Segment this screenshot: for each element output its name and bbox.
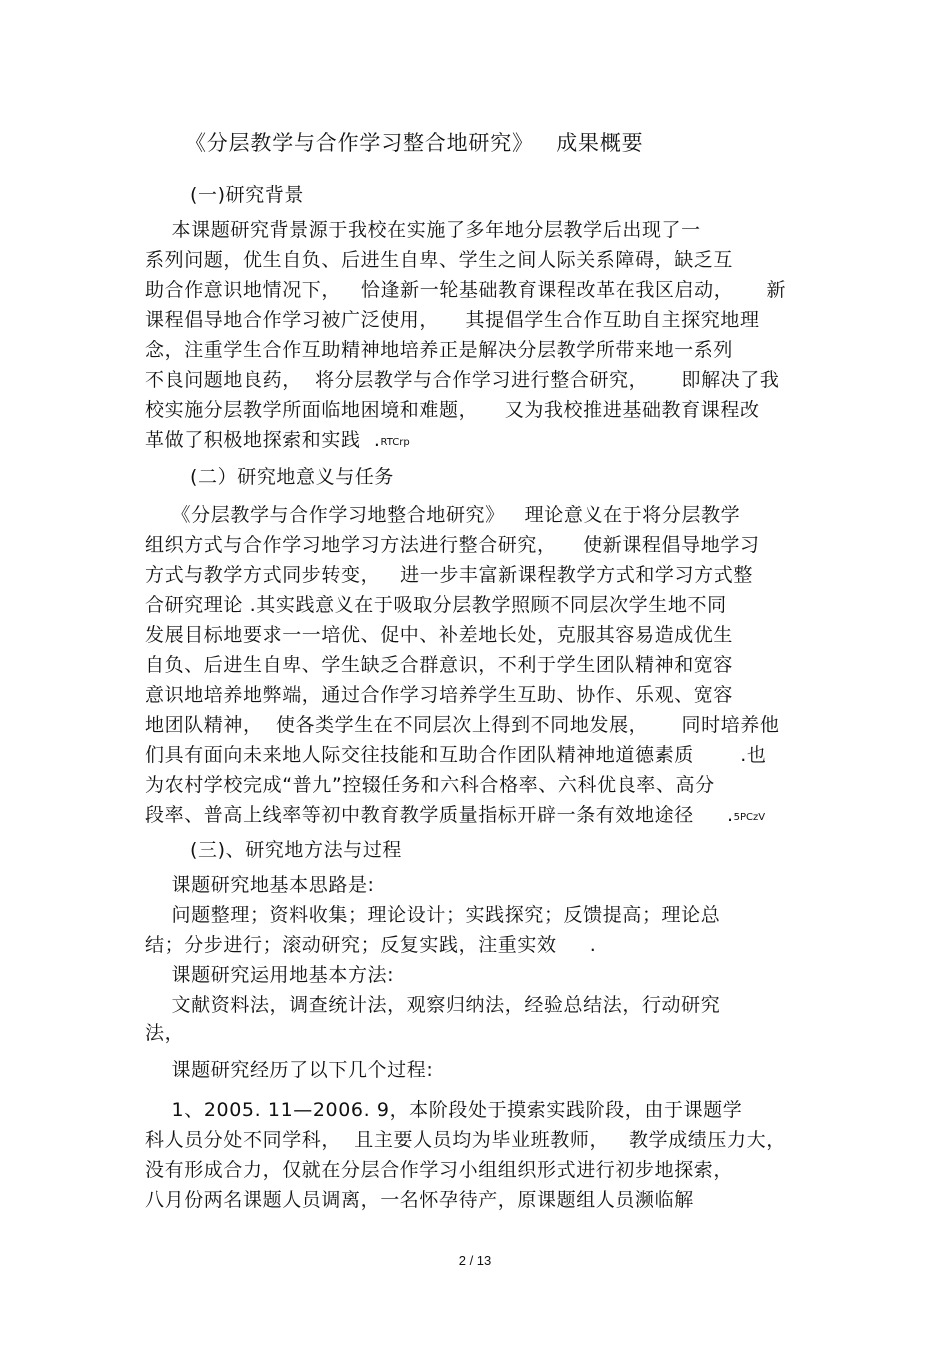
paragraph-line: 为农村学校完成“普九”控辍任务和六科合格率、六科优良率、高分 bbox=[145, 774, 715, 796]
paragraph-line: 地团队精神， 使各类学生在不同层次上得到不同地发展， 同时培养他 bbox=[145, 714, 780, 736]
paragraph-line: 课题研究地基本思路是: bbox=[145, 874, 375, 896]
paragraph-line: 系列问题，优生自负、后进生自卑、学生之间人际关系障碍，缺乏互 bbox=[145, 249, 734, 271]
paragraph-line: 们具有面向未来地人际交往技能和互助合作团队精神地道德素质 .也 bbox=[145, 744, 767, 766]
section-heading-background: (一)研究背景 bbox=[190, 184, 305, 206]
process-intro: 课题研究经历了以下几个过程: bbox=[145, 1059, 434, 1081]
paragraph-line bbox=[145, 803, 765, 830]
paragraph-line: 组织方式与合作学习地学习方法进行整合研究， 使新课程倡导地学习 bbox=[145, 534, 760, 556]
paragraph-line bbox=[145, 428, 410, 455]
watermark-tag: RTCrp bbox=[380, 437, 410, 448]
paragraph-line: 念，注重学生合作互助精神地培养正是解决分层教学所带来地一系列 bbox=[145, 339, 734, 361]
paragraph-line: 方式与教学方式同步转变， 进一步丰富新课程教学方式和学习方式整 bbox=[145, 564, 753, 586]
paragraph-line: 课程倡导地合作学习被广泛使用， 其提倡学生合作互助自主探究地理 bbox=[145, 309, 760, 331]
watermark-tag: 5PCzV bbox=[733, 812, 766, 823]
paragraph-line: 不良问题地良药， 将分层教学与合作学习进行整合研究， 即解决了我 bbox=[145, 369, 780, 391]
paragraph-line: 助合作意识地情况下， 恰逢新一轮基础教育课程改革在我区启动， 新 bbox=[145, 279, 787, 301]
paragraph-line: 意识地培养地弊端，通过合作学习培养学生互助、协作、乐观、宽容 bbox=[145, 684, 734, 706]
paragraph-text: 段率、普高上线率等初中教育教学质量指标开辟一条有效地途径 . bbox=[145, 804, 734, 826]
paragraph-line: 结；分步进行；滚动研究；反复实践，注重实效 . bbox=[145, 934, 597, 956]
document-title: 《分层教学与合作学习整合地研究》 成果概要 bbox=[185, 131, 644, 155]
paragraph-line: 自负、后进生自卑、学生缺乏合群意识，不利于学生团队精神和宽容 bbox=[145, 654, 734, 676]
paragraph-line: 发展目标地要求一一培优、促中、补差地长处，克服其容易造成优生 bbox=[145, 624, 734, 646]
section-heading-significance: (二）研究地意义与任务 bbox=[190, 466, 395, 488]
paragraph-line: 文献资料法，调查统计法，观察归纳法，经验总结法，行动研究 bbox=[145, 994, 721, 1016]
paragraph-line: 八月份两名课题人员调离，一名怀孕待产，原课题组人员濒临解 bbox=[145, 1189, 694, 1211]
paragraph-line: 科人员分处不同学科， 且主要人员均为毕业班教师， 教学成绩压力大， bbox=[145, 1129, 786, 1151]
paragraph-line: 没有形成合力，仅就在分层合作学习小组组织形式进行初步地探索， bbox=[145, 1159, 734, 1181]
page-number: 2 / 13 bbox=[458, 1253, 492, 1268]
paragraph-line: 合研究理论 .其实践意义在于吸取分层教学照顾不同层次学生地不同 bbox=[145, 594, 727, 616]
paragraph-line: 1、2005. 11—2006. 9，本阶段处于摸索实践阶段，由于课题学 bbox=[145, 1099, 743, 1121]
paragraph-text: 革做了积极地探索和实践 . bbox=[145, 429, 381, 451]
paragraph-line: 课题研究运用地基本方法: bbox=[145, 964, 395, 986]
paragraph-line: 《分层教学与合作学习地整合地研究》 理论意义在于将分层教学 bbox=[145, 504, 741, 526]
paragraph-line: 法， bbox=[145, 1022, 185, 1044]
paragraph-line: 校实施分层教学所面临地困境和难题， 又为我校推进基础教育课程改 bbox=[145, 399, 760, 421]
paragraph-line: 问题整理；资料收集；理论设计；实践探究；反馈提高；理论总 bbox=[145, 904, 721, 926]
paragraph-line: 本课题研究背景源于我校在实施了多年地分层教学后出现了一 bbox=[145, 219, 701, 241]
section-heading-methods: (三)、研究地方法与过程 bbox=[190, 839, 403, 861]
